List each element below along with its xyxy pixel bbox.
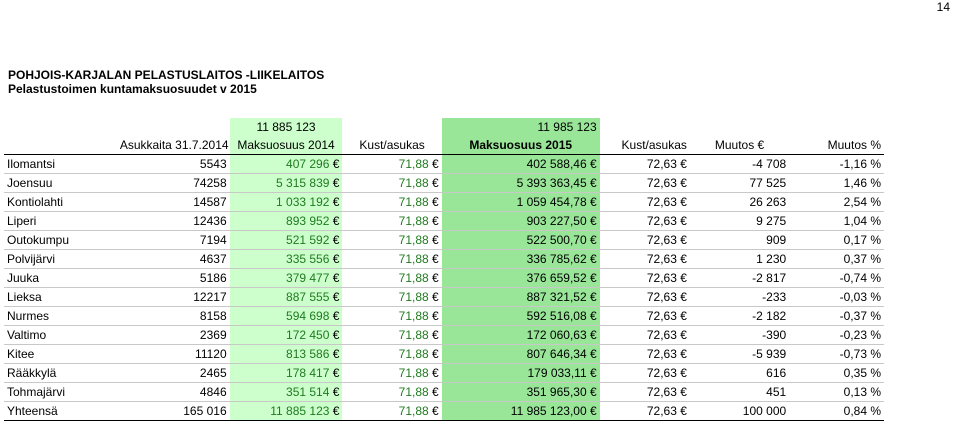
municipality-cell: Lieksa	[4, 288, 117, 307]
payment-2014-cell: 893 952 €	[230, 212, 343, 231]
change-pct-cell: 2,54 %	[789, 193, 884, 212]
header-row	[4, 136, 884, 155]
population-cell: 8158	[117, 307, 230, 326]
change-pct-cell: 0,35 %	[789, 364, 884, 383]
header-muutos-pct: Muutos %	[789, 136, 884, 155]
cost-per-resident-2014-cell: 71,88 €	[342, 288, 441, 307]
payment-2015-cell: 172 060,63 €	[442, 326, 600, 345]
cost-per-resident-2014-cell: 71,88 €	[342, 155, 441, 174]
municipality-cell: Joensuu	[4, 174, 117, 193]
change-eur-cell: -2 182	[690, 307, 789, 326]
change-pct-cell: -1,16 %	[789, 155, 884, 174]
change-eur-cell: 451	[690, 383, 789, 402]
table-row	[4, 193, 884, 212]
payment-2015-cell: 592 516,08 €	[442, 307, 600, 326]
payment-share-table	[4, 118, 884, 421]
population-cell: 4846	[117, 383, 230, 402]
cost-per-resident-2015-cell: 72,63 €	[600, 288, 690, 307]
table-row	[4, 288, 884, 307]
payment-2014-cell: 521 592 €	[230, 231, 343, 250]
cost-per-resident-2015-cell: 72,63 €	[600, 345, 690, 364]
cost-per-resident-2014-cell: 71,88 €	[342, 402, 441, 421]
municipality-cell: Juuka	[4, 269, 117, 288]
payment-2015-cell: 522 500,70 €	[442, 231, 600, 250]
municipality-cell: Kitee	[4, 345, 117, 364]
table-row	[4, 364, 884, 383]
header-maksuosuus-2015: Maksuosuus 2015	[442, 136, 600, 155]
total-row	[4, 402, 884, 421]
euro-symbol: €	[757, 137, 765, 152]
payment-2014-cell: 407 296 €	[230, 155, 343, 174]
cost-per-resident-2014-cell: 71,88 €	[342, 383, 441, 402]
change-pct-cell: -0,73 %	[789, 345, 884, 364]
change-eur-cell: -5 939	[690, 345, 789, 364]
municipality-cell: Yhteensä	[4, 402, 117, 421]
change-eur-cell: 9 275	[690, 212, 789, 231]
payment-2015-cell: 1 059 454,78 €	[442, 193, 600, 212]
population-cell: 5543	[117, 155, 230, 174]
change-pct-cell: -0,37 %	[789, 307, 884, 326]
population-cell: 7194	[117, 231, 230, 250]
population-cell: 2465	[117, 364, 230, 383]
municipality-cell: Outokumpu	[4, 231, 117, 250]
population-cell: 5186	[117, 269, 230, 288]
municipality-cell: Rääkkylä	[4, 364, 117, 383]
cost-per-resident-2014-cell: 71,88 €	[342, 212, 441, 231]
change-eur-cell: -4 708	[690, 155, 789, 174]
cost-per-resident-2014-cell: 71,88 €	[342, 269, 441, 288]
change-pct-cell: -0,23 %	[789, 326, 884, 345]
payment-2015-cell: 5 393 363,45 €	[442, 174, 600, 193]
change-eur-cell: 1 230	[690, 250, 789, 269]
cost-per-resident-2015-cell: 72,63 €	[600, 155, 690, 174]
cost-per-resident-2015-cell: 72,63 €	[600, 269, 690, 288]
cost-per-resident-2014-cell: 71,88 €	[342, 307, 441, 326]
header-maksuosuus-2014: Maksuosuus 2014	[230, 136, 343, 155]
payment-2014-cell: 813 586 €	[230, 345, 343, 364]
population-cell: 11120	[117, 345, 230, 364]
payment-2015-cell: 336 785,62 €	[442, 250, 600, 269]
change-pct-cell: -0,74 %	[789, 269, 884, 288]
payment-2015-cell: 402 588,46 €	[442, 155, 600, 174]
population-cell: 12217	[117, 288, 230, 307]
population-cell: 12436	[117, 212, 230, 231]
document-subtitle: Pelastustoimen kuntamaksuosuudet v 2015	[8, 82, 257, 96]
change-eur-cell: 26 263	[690, 193, 789, 212]
document-title: POHJOIS-KARJALAN PELASTUSLAITOS -LIIKELAITOS	[8, 68, 325, 82]
municipality-cell: Tohmajärvi	[4, 383, 117, 402]
cost-per-resident-2015-cell: 72,63 €	[600, 193, 690, 212]
cost-per-resident-2015-cell: 72,63 €	[600, 231, 690, 250]
cost-per-resident-2015-cell: 72,63 €	[600, 250, 690, 269]
header-asukkaita: Asukkaita 31.7.2014	[117, 136, 230, 155]
cost-per-resident-2015-cell: 72,63 €	[600, 326, 690, 345]
payment-2015-cell: 807 646,34 €	[442, 345, 600, 364]
population-cell: 165 016	[117, 402, 230, 421]
table-row	[4, 250, 884, 269]
payment-2014-cell: 351 514 €	[230, 383, 343, 402]
table-row	[4, 174, 884, 193]
change-pct-cell: 0,84 %	[789, 402, 884, 421]
cost-per-resident-2015-cell: 72,63 €	[600, 402, 690, 421]
change-pct-cell: 0,37 %	[789, 250, 884, 269]
payment-2015-cell: 887 321,52 €	[442, 288, 600, 307]
change-eur-cell: 909	[690, 231, 789, 250]
cost-per-resident-2014-cell: 71,88 €	[342, 326, 441, 345]
change-pct-cell: 0,17 %	[789, 231, 884, 250]
payment-2015-cell: 903 227,50 €	[442, 212, 600, 231]
population-cell: 4637	[117, 250, 230, 269]
cost-per-resident-2015-cell: 72,63 €	[600, 364, 690, 383]
change-eur-cell: -2 817	[690, 269, 789, 288]
change-eur-cell: 616	[690, 364, 789, 383]
change-pct-cell: -0,03 %	[789, 288, 884, 307]
change-pct-cell: 1,46 %	[789, 174, 884, 193]
municipality-cell: Ilomantsi	[4, 155, 117, 174]
cost-per-resident-2015-cell: 72,63 €	[600, 174, 690, 193]
total-2015-top: 11 985 123	[442, 118, 600, 136]
cost-per-resident-2014-cell: 71,88 €	[342, 250, 441, 269]
payment-2015-cell: 351 965,30 €	[442, 383, 600, 402]
cost-per-resident-2014-cell: 71,88 €	[342, 193, 441, 212]
table-row	[4, 307, 884, 326]
cost-per-resident-2014-cell: 71,88 €	[342, 345, 441, 364]
table-row	[4, 155, 884, 174]
table-row	[4, 345, 884, 364]
payment-2014-cell: 11 885 123 €	[230, 402, 343, 421]
payment-2014-cell: 594 698 €	[230, 307, 343, 326]
table-row	[4, 269, 884, 288]
payment-2015-cell: 376 659,52 €	[442, 269, 600, 288]
payment-2014-cell: 379 477 €	[230, 269, 343, 288]
header-kust-2014: Kust/asukas	[342, 136, 441, 155]
payment-2014-cell: 887 555 €	[230, 288, 343, 307]
payment-2014-cell: 172 450 €	[230, 326, 343, 345]
payment-2015-cell: 179 033,11 €	[442, 364, 600, 383]
payment-2014-cell: 5 315 839 €	[230, 174, 343, 193]
cost-per-resident-2014-cell: 71,88 €	[342, 231, 441, 250]
change-eur-cell: 77 525	[690, 174, 789, 193]
payment-2015-cell: 11 985 123,00 €	[442, 402, 600, 421]
population-cell: 74258	[117, 174, 230, 193]
cost-per-resident-2015-cell: 72,63 €	[600, 307, 690, 326]
municipality-cell: Liperi	[4, 212, 117, 231]
municipality-cell: Polvijärvi	[4, 250, 117, 269]
table-row	[4, 231, 884, 250]
change-eur-cell: -233	[690, 288, 789, 307]
payment-2014-cell: 1 033 192 €	[230, 193, 343, 212]
totals-row	[4, 118, 884, 136]
table-row	[4, 212, 884, 231]
payment-2014-cell: 335 556 €	[230, 250, 343, 269]
change-pct-cell: 0,13 %	[789, 383, 884, 402]
table-row	[4, 383, 884, 402]
header-muutos-eur: Muutos €	[690, 136, 789, 155]
population-cell: 2369	[117, 326, 230, 345]
cost-per-resident-2015-cell: 72,63 €	[600, 383, 690, 402]
change-eur-cell: -390	[690, 326, 789, 345]
municipality-cell: Nurmes	[4, 307, 117, 326]
change-eur-cell: 100 000	[690, 402, 789, 421]
cost-per-resident-2014-cell: 71,88 €	[342, 174, 441, 193]
municipality-cell: Kontiolahti	[4, 193, 117, 212]
cost-per-resident-2014-cell: 71,88 €	[342, 364, 441, 383]
population-cell: 14587	[117, 193, 230, 212]
header-kust-2015: Kust/asukas	[600, 136, 690, 155]
table-row	[4, 326, 884, 345]
page-number: 14	[936, 0, 950, 14]
payment-2014-cell: 178 417 €	[230, 364, 343, 383]
municipality-cell: Valtimo	[4, 326, 117, 345]
cost-per-resident-2015-cell: 72,63 €	[600, 212, 690, 231]
total-2014-top: 11 885 123	[230, 118, 343, 136]
change-pct-cell: 1,04 %	[789, 212, 884, 231]
